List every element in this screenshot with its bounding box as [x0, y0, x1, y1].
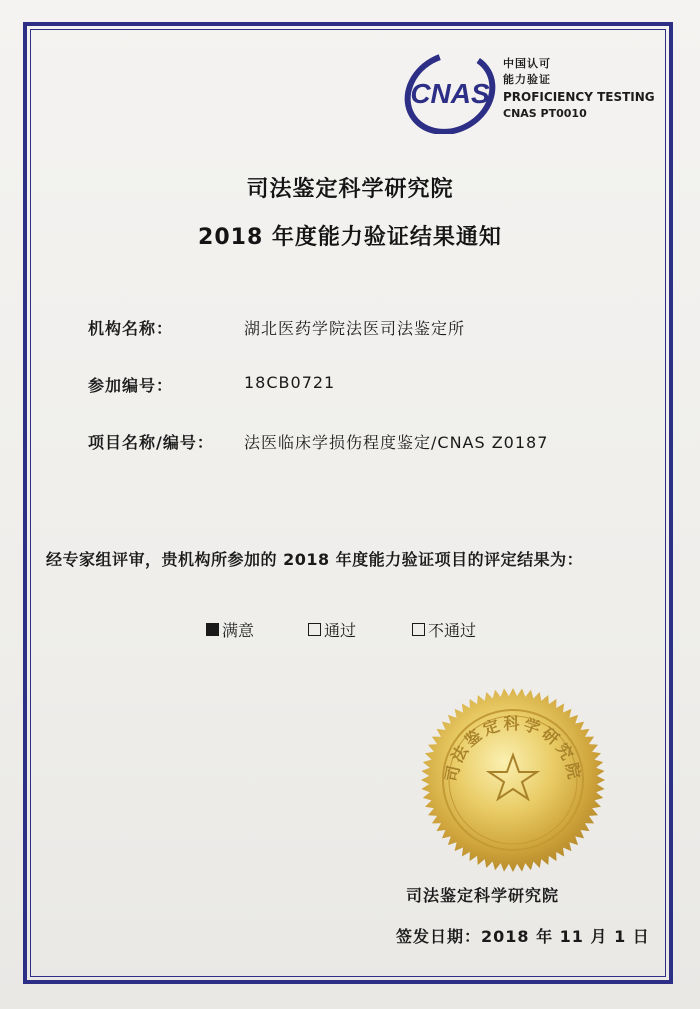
institution-name-value: 湖北医药学院法医司法鉴定所	[244, 319, 466, 338]
issuer-name: 司法鉴定科学研究院	[406, 886, 560, 905]
logo-line-4: CNAS PT0010	[503, 107, 587, 120]
unchecked-box-icon	[412, 623, 425, 636]
cnas-logo-text	[503, 56, 655, 122]
participation-number-value: 18CB0721	[244, 373, 336, 392]
logo-line-1: 中国认可	[503, 57, 551, 70]
page-title: 司法鉴定科学研究院	[246, 177, 454, 202]
participation-number-label: 参加编号：	[88, 376, 174, 395]
project-name-label: 项目名称/编号：	[88, 433, 214, 452]
cnas-logo-mark	[400, 52, 500, 134]
result-options	[0, 618, 700, 644]
gold-seal	[418, 685, 608, 875]
option-label: 不通过	[428, 621, 477, 640]
checked-box-icon	[206, 623, 219, 636]
option-satisfactory	[206, 618, 254, 641]
cnas-logo	[400, 52, 660, 134]
institution-name-label: 机构名称：	[88, 319, 174, 338]
seal-text: 司法鉴定科学研究院	[441, 713, 585, 784]
issue-date: 签发日期：2018 年 11 月 1 日	[396, 927, 650, 946]
logo-line-3: PROFICIENCY TESTING	[503, 90, 655, 104]
page-subtitle: 2018 年度能力验证结果通知	[198, 225, 502, 250]
project-name-value: 法医临床学损伤程度鉴定/CNAS Z0187	[244, 433, 549, 452]
option-label: 满意	[222, 621, 255, 640]
result-statement: 经专家组评审，贵机构所参加的 2018 年度能力验证项目的评定结果为：	[46, 550, 584, 569]
option-label: 通过	[324, 621, 357, 640]
cnas-logo-wordmark: CNAS	[410, 78, 490, 109]
logo-line-2: 能力验证	[503, 73, 551, 86]
option-pass	[308, 618, 356, 641]
unchecked-box-icon	[308, 623, 321, 636]
option-fail	[412, 618, 476, 641]
